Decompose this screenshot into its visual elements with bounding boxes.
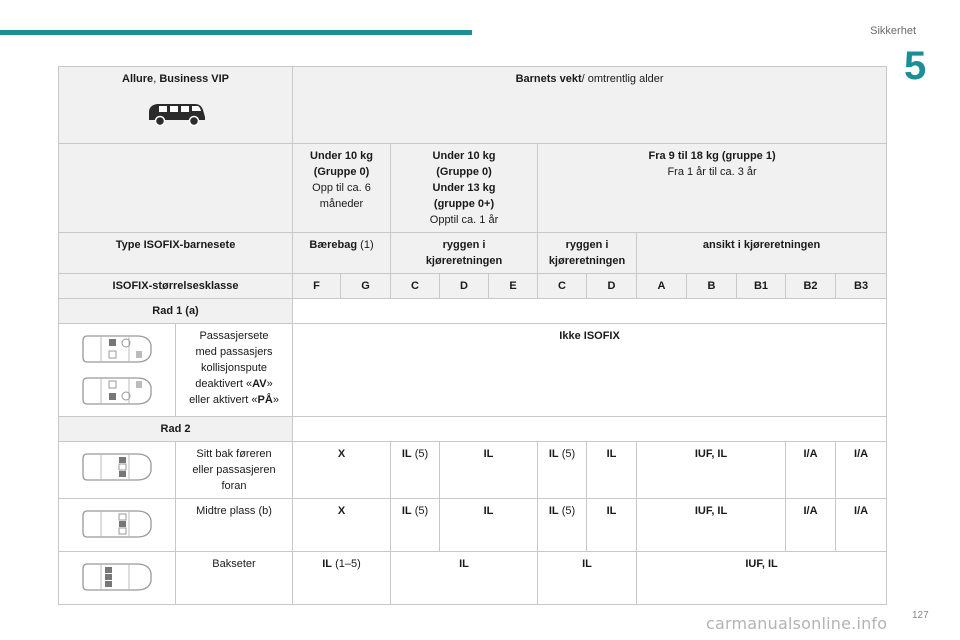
rad2-label: Rad 2: [59, 417, 293, 442]
table-row-groups: [59, 144, 887, 233]
value-cell: IUF, IL: [637, 442, 786, 499]
value-cell: [538, 442, 587, 499]
van-icon: [145, 101, 207, 127]
size-class-label: ISOFIX-størrelsesklasse: [59, 274, 293, 299]
type2-line1: ryggen i: [442, 239, 486, 251]
behind-line2: eller passasjeren: [192, 464, 276, 476]
rad2-empty: [293, 417, 887, 442]
type-cell-3: [538, 233, 637, 274]
size-class: F: [293, 274, 341, 299]
value-cell: [538, 499, 587, 552]
value-cell: X: [293, 499, 391, 552]
car-seat-middle-icon: [81, 507, 153, 541]
value-cell: IL: [440, 442, 538, 499]
seat-diagram-cell: [59, 499, 176, 552]
section-title: Sikkerhet: [870, 25, 916, 37]
model-name-1: Allure: [122, 73, 154, 85]
table-row-rad1: [59, 299, 887, 324]
seat-description: [176, 442, 293, 499]
value-cell: I/A: [786, 499, 836, 552]
value-cell: IL: [440, 499, 538, 552]
table-row: [59, 499, 887, 552]
group1-line1: Under 10 kg: [310, 150, 373, 162]
value-cell: IL: [587, 499, 637, 552]
car-seat-rear-icon: [81, 450, 153, 484]
group1-line4: måneder: [319, 198, 364, 210]
type2-line2: kjøreretningen: [425, 255, 503, 267]
value-cell: IL: [391, 552, 538, 605]
value-cell: I/A: [836, 442, 887, 499]
value-note: (5): [558, 448, 576, 460]
header-accent-bar: [0, 30, 472, 35]
group3-line2: Fra 1 år til ca. 3 år: [667, 166, 757, 178]
table-row-passenger-seat: [59, 324, 887, 417]
size-class: D: [440, 274, 489, 299]
value-cell: [391, 499, 440, 552]
value-cell: IUF, IL: [637, 499, 786, 552]
group2-line4: (gruppe 0+): [433, 198, 495, 210]
car-seat-third-row-icon: [81, 560, 153, 594]
seat-diagram-cell: [59, 324, 176, 417]
seat-description: [176, 324, 293, 417]
size-class: B3: [836, 274, 887, 299]
seat-line4a: deaktivert «: [195, 378, 253, 390]
value-cell: IL: [587, 442, 637, 499]
behind-line1: Sitt bak føreren: [196, 448, 272, 460]
behind-line3: foran: [221, 480, 247, 492]
table-row-heading: [59, 67, 887, 144]
value-note: (1–5): [332, 558, 361, 570]
group2-line3: Under 13 kg: [432, 182, 496, 194]
size-class: B: [687, 274, 737, 299]
size-class: B2: [786, 274, 836, 299]
size-class: D: [587, 274, 637, 299]
car-seat-front-icon: [81, 332, 153, 366]
seat-diagram-cell: [59, 442, 176, 499]
group-cell-3: [538, 144, 887, 233]
size-class: B1: [737, 274, 786, 299]
type-cell-4: ansikt i kjøreretningen: [637, 233, 887, 274]
value-cell: [293, 552, 391, 605]
car-seat-front-icon: [81, 374, 153, 408]
value-note: (5): [411, 505, 429, 517]
rad1-label: Rad 1 (a): [59, 299, 293, 324]
type-carrycot: Bærebag: [309, 239, 358, 251]
weight-header-cell: [293, 67, 887, 144]
weight-header-rest: / omtrentlig alder: [581, 73, 664, 85]
value-bold: IL: [548, 448, 559, 460]
model-separator: ,: [153, 73, 160, 85]
value-cell: X: [293, 442, 391, 499]
type-cell-2: [391, 233, 538, 274]
group2-line5: Opptil ca. 1 år: [429, 214, 499, 226]
type3-line1: ryggen i: [565, 239, 609, 251]
size-class: E: [489, 274, 538, 299]
rad1-empty: [293, 299, 887, 324]
chapter-number: 5: [904, 44, 927, 88]
table-row: [59, 552, 887, 605]
seat-description: Bakseter: [176, 552, 293, 605]
seat-line4-off: AV: [252, 378, 267, 390]
model-name-2: Business VIP: [159, 73, 230, 85]
seat-line4c: »: [266, 378, 273, 390]
seat-line5c: »: [272, 394, 279, 406]
isofix-table: [58, 66, 887, 605]
type-cell-1: [293, 233, 391, 274]
seat-line5-on: PÅ: [257, 394, 273, 406]
seat-line5a: eller aktivert «: [189, 394, 258, 406]
weight-header-bold: Barnets vekt: [515, 73, 582, 85]
value-bold: IL: [548, 505, 559, 517]
value-bold: IL: [401, 505, 412, 517]
type-carrycot-note: (1): [357, 239, 374, 251]
table-row-rad2: [59, 417, 887, 442]
value-cell: IL: [538, 552, 637, 605]
value-note: (5): [411, 448, 429, 460]
value-bold: IL: [401, 448, 412, 460]
value-bold: IL: [322, 558, 333, 570]
watermark: carmanualsonline.info: [706, 614, 888, 633]
table-row: [59, 442, 887, 499]
group3-line1: Fra 9 til 18 kg (gruppe 1): [648, 150, 776, 162]
seat-line3: kollisjonspute: [200, 362, 268, 374]
groups-empty-cell: [59, 144, 293, 233]
group2-line2: (Gruppe 0): [436, 166, 492, 178]
group2-line1: Under 10 kg: [432, 150, 496, 162]
type-label: Type ISOFIX-barnesete: [59, 233, 293, 274]
group-cell-2: [391, 144, 538, 233]
seat-diagram-cell: [59, 552, 176, 605]
value-cell: I/A: [836, 499, 887, 552]
seat-line1: Passasjersete: [199, 330, 269, 342]
group-cell-1: [293, 144, 391, 233]
value-note: (5): [558, 505, 576, 517]
seat-description: Midtre plass (b): [176, 499, 293, 552]
value-cell: [391, 442, 440, 499]
value-cell: IUF, IL: [637, 552, 887, 605]
group1-line3: Opp til ca. 6: [312, 182, 371, 194]
type3-line2: kjøreretningen: [548, 255, 626, 267]
table-row-size-classes: [59, 274, 887, 299]
size-class: C: [538, 274, 587, 299]
no-isofix-cell: Ikke ISOFIX: [293, 324, 887, 417]
seat-line2: med passasjers: [195, 346, 273, 358]
value-cell: I/A: [786, 442, 836, 499]
model-cell: [59, 67, 293, 144]
group1-line2: (Gruppe 0): [313, 166, 370, 178]
size-class: C: [391, 274, 440, 299]
size-class: A: [637, 274, 687, 299]
size-class: G: [341, 274, 391, 299]
table-row-type: [59, 233, 887, 274]
page-number: 127: [912, 610, 929, 621]
